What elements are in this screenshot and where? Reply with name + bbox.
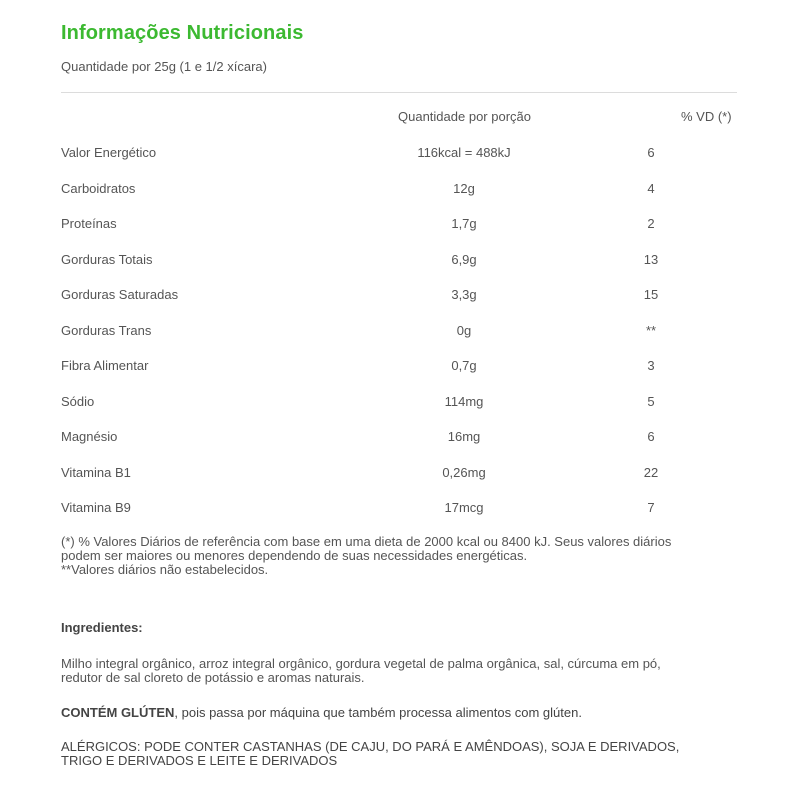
nutrient-daily-value: 6 xyxy=(647,145,655,160)
nutrient-daily-value: 6 xyxy=(647,429,655,444)
nutrient-daily-value: 4 xyxy=(647,181,655,196)
footnotes xyxy=(61,535,751,577)
nutrient-name: Vitamina B1 xyxy=(61,465,131,480)
nutrient-quantity: 1,7g xyxy=(451,216,477,231)
gluten-warning-text: , pois passa por máquina que também processa alimentos com glúten. xyxy=(174,705,582,720)
table-row xyxy=(0,429,800,449)
nutrient-name: Valor Energético xyxy=(61,145,157,160)
table-row xyxy=(0,358,800,378)
nutrient-daily-value: ** xyxy=(645,323,657,338)
nutrient-name: Sódio xyxy=(61,394,95,409)
nutrient-name: Magnésio xyxy=(61,429,118,444)
gluten-warning-bold: CONTÉM GLÚTEN xyxy=(61,705,175,720)
nutrient-quantity: 0g xyxy=(456,323,472,338)
nutrient-quantity: 3,3g xyxy=(451,287,477,302)
nutrient-name: Gorduras Trans xyxy=(61,323,152,338)
header-daily-value: % VD (*) xyxy=(681,109,732,124)
ingredients-line: redutor de sal cloreto de potássio e aromas naturais. xyxy=(61,670,365,685)
footnote-line: podem ser maiores ou menores dependendo de suas necessidades energéticas. xyxy=(61,548,528,563)
table-row xyxy=(0,216,800,236)
nutrient-name: Vitamina B9 xyxy=(61,500,131,515)
nutrient-daily-value: 7 xyxy=(647,500,655,515)
nutrient-daily-value: 2 xyxy=(647,216,655,231)
ingredients-line: Milho integral orgânico, arroz integral orgânico, gordura vegetal de palma orgânica, sal, cúrcuma em pó, xyxy=(61,656,661,671)
page-title: Informações Nutricionais xyxy=(61,22,304,44)
nutrient-name: Proteínas xyxy=(61,216,117,231)
serving-size: Quantidade por 25g (1 e 1/2 xícara) xyxy=(61,59,267,74)
footnote-line: (*) % Valores Diários de referência com base em uma dieta de 2000 kcal ou 8400 kJ. Seus valores diários xyxy=(61,534,672,549)
allergens-warning xyxy=(61,740,751,768)
nutrient-name: Fibra Alimentar xyxy=(61,358,149,373)
allergens-line: TRIGO E DERIVADOS E LEITE E DERIVADOS xyxy=(61,753,338,768)
allergens-line: ALÉRGICOS: PODE CONTER CASTANHAS (DE CAJU, DO PARÁ E AMÊNDOAS), SOJA E DERIVADOS, xyxy=(61,739,680,754)
table-row xyxy=(0,394,800,414)
nutrient-daily-value: 13 xyxy=(643,252,659,267)
ingredients-label: Ingredientes: xyxy=(61,620,143,635)
table-row xyxy=(0,145,800,165)
table-row xyxy=(0,252,800,272)
nutrient-name: Gorduras Saturadas xyxy=(61,287,179,302)
nutrient-daily-value: 15 xyxy=(643,287,659,302)
nutrient-name: Carboidratos xyxy=(61,181,136,196)
nutrient-quantity: 17mcg xyxy=(444,500,484,515)
nutrient-quantity: 114mg xyxy=(444,394,484,409)
table-row xyxy=(0,323,800,343)
nutrient-quantity: 0,26mg xyxy=(442,465,486,480)
divider xyxy=(61,92,737,93)
table-row xyxy=(0,500,800,520)
nutrient-name: Gorduras Totais xyxy=(61,252,153,267)
table-row xyxy=(0,287,800,307)
table-row xyxy=(0,181,800,201)
ingredients-text xyxy=(61,657,751,685)
gluten-warning xyxy=(61,705,582,720)
nutrient-quantity: 116kcal = 488kJ xyxy=(417,145,511,160)
nutrient-quantity: 0,7g xyxy=(451,358,477,373)
nutrient-quantity: 6,9g xyxy=(451,252,477,267)
nutrient-daily-value: 3 xyxy=(647,358,655,373)
table-row xyxy=(0,465,800,485)
nutrient-daily-value: 5 xyxy=(647,394,655,409)
header-quantity: Quantidade por porção xyxy=(398,109,531,124)
footnote-line: **Valores diários não estabelecidos. xyxy=(61,562,269,577)
nutrient-daily-value: 22 xyxy=(643,465,659,480)
nutrient-quantity: 16mg xyxy=(447,429,481,444)
nutrient-quantity: 12g xyxy=(453,181,475,196)
